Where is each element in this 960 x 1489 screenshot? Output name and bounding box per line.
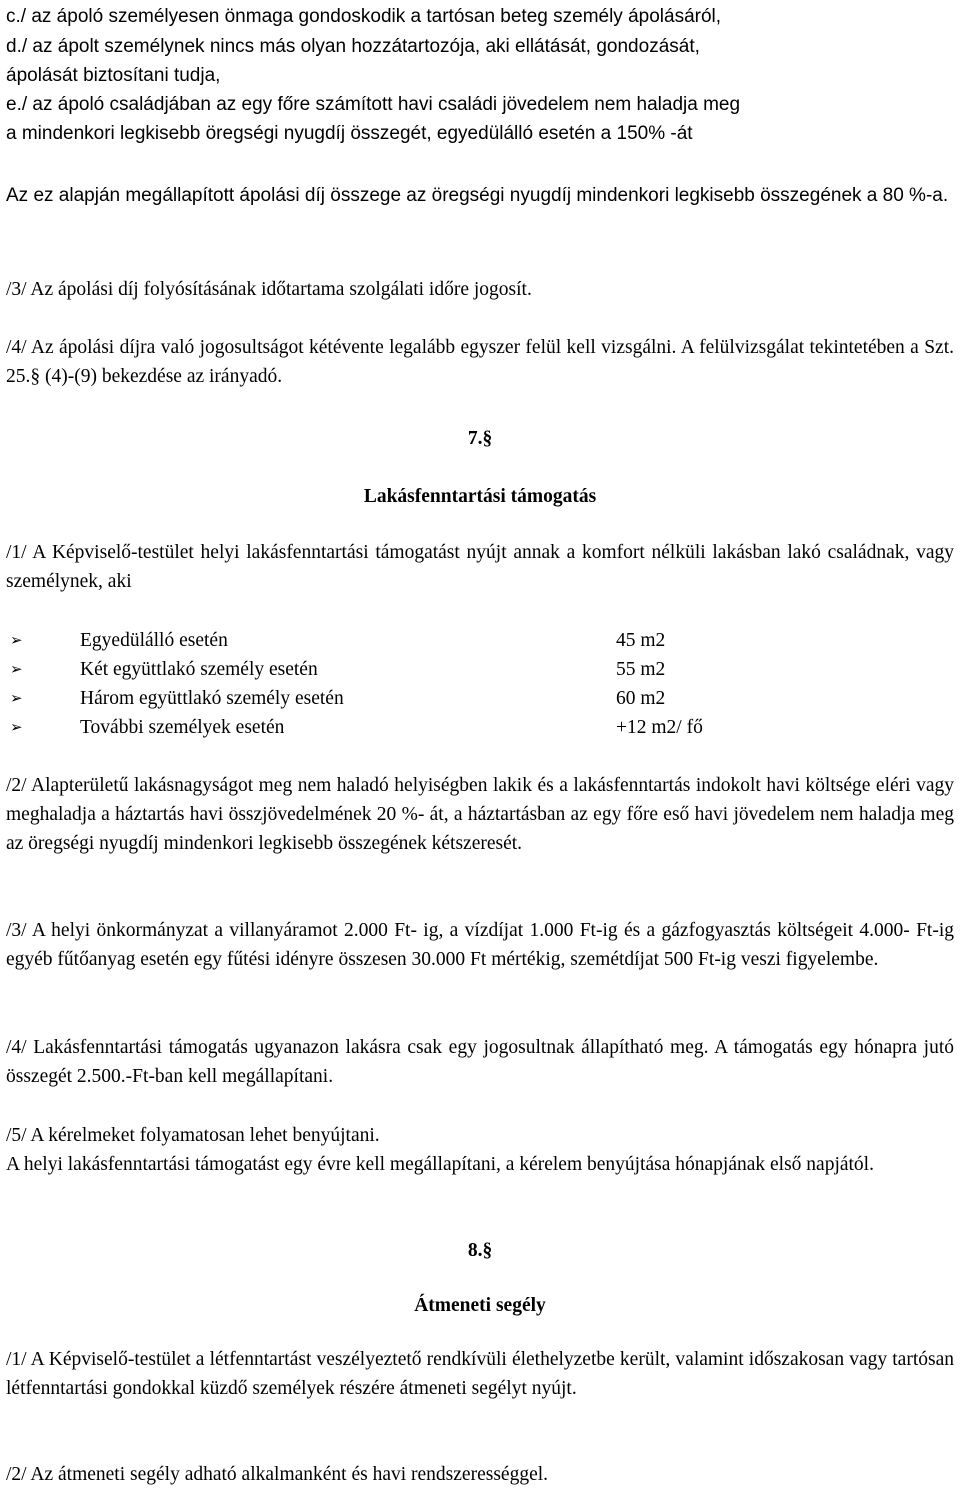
paragraph-4: /4/ Az ápolási díjra való jogosultságot kétévente legalább egyszer felül kell vizsgálni. A felülvizsgálat tekintetében a Szt. 25.§ (4)-(9) bekezdése az irányadó. xyxy=(6,337,954,387)
section-7-paragraph-5b: A helyi lakásfenntartási támogatást egy évre kell megállapítani, a kérelem benyújtása hónapjának első napjától. xyxy=(6,1154,874,1175)
item-e-line1: e./ az ápoló családjában az egy főre számított havi családi jövedelem nem haladja meg xyxy=(6,94,741,115)
list-item-label: Három együttlakó személy esetén xyxy=(80,688,344,709)
item-e-line2: a mindenkori legkisebb öregségi nyugdíj összegét, egyedülálló esetén a 150% -át xyxy=(6,123,693,144)
section-8-paragraph-1: /1/ A Képviselő-testület a létfenntartást veszélyeztető rendkívüli élethelyzetbe került, valamint időszakosan vagy tartósan létfenntartási gondokkal küzdő személyek részére átmeneti segélyt nyújt. xyxy=(6,1349,954,1399)
section-7-paragraph-1: /1/ A Képviselő-testület helyi lakásfenntartási támogatást nyújt annak a komfort nélküli lakásban lakó családnak, vagy személynek, aki xyxy=(6,542,954,592)
arrow-bullet-icon: ➢ xyxy=(10,718,23,736)
list-item-label: Két együttlakó személy esetén xyxy=(80,659,318,680)
section-8-paragraph-2: /2/ Az átmeneti segély adható alkalmanként és havi rendszerességgel. xyxy=(6,1464,549,1485)
list-item-value: 45 m2 xyxy=(616,630,666,651)
list-item-label: Egyedülálló esetén xyxy=(80,630,228,651)
item-d-line1: d./ az ápolt személynek nincs más olyan hozzátartozója, aki ellátását, gondozását, xyxy=(6,36,700,57)
section-7-paragraph-2: /2/ Alapterületű lakásnagyságot meg nem haladó helyiségben lakik és a lakásfenntartás indokolt havi költsége eléri vagy meghaladja a háztartás havi összjövedelmének 20 %- át, a háztartásban az egy főre eső havi jövedelem nem haladja meg az öregségi nyugdíj mindenkori legkisebb összegének kétszeresét. xyxy=(6,775,954,854)
list-item-value: 60 m2 xyxy=(616,688,666,709)
section-8-title: Átmeneti segély xyxy=(414,1295,546,1316)
list-item xyxy=(6,684,954,713)
list-item-value: +12 m2/ fő xyxy=(616,717,703,738)
arrow-bullet-icon: ➢ xyxy=(10,689,23,707)
area-list xyxy=(6,626,954,742)
arrow-bullet-icon: ➢ xyxy=(10,660,23,678)
section-8-number: 8.§ xyxy=(467,1240,493,1261)
item-c: c./ az ápoló személyesen önmaga gondoskodik a tartósan beteg személy ápolásáról, xyxy=(6,6,722,27)
list-item-value: 55 m2 xyxy=(616,659,666,680)
list-item xyxy=(6,713,954,742)
arrow-bullet-icon: ➢ xyxy=(10,631,23,649)
section-7-paragraph-3: /3/ A helyi önkormányzat a villanyáramot 2.000 Ft- ig, a vízdíjat 1.000 Ft-ig és a gázfogyasztás költségeit 4.000- Ft-ig egyéb fűtőanyag esetén egy fűtési idényre összesen 30.000 Ft mértékig, szemétdíjat 500 Ft-ig veszi figyelembe. xyxy=(6,920,954,970)
section-7-paragraph-4: /4/ Lakásfenntartási támogatás ugyanazon lakásra csak egy jogosultnak állapítható meg. A támogatás egy hónapra jutó összegét 2.500.-Ft-ban kell megállapítani. xyxy=(6,1037,954,1087)
apolasi-dij-osszeg: Az ez alapján megállapított ápolási díj összege az öregségi nyugdíj mindenkori legkisebb összegének a 80 %-a. xyxy=(6,185,949,206)
paragraph-3: /3/ Az ápolási díj folyósításának időtartama szolgálati időre jogosít. xyxy=(6,279,532,300)
section-7-title: Lakásfenntartási támogatás xyxy=(363,486,597,507)
section-7-paragraph-5a: /5/ A kérelmeket folyamatosan lehet benyújtani. xyxy=(6,1125,380,1146)
list-item-label: További személyek esetén xyxy=(80,717,285,738)
list-item xyxy=(6,626,954,655)
list-item xyxy=(6,655,954,684)
section-7-number: 7.§ xyxy=(467,428,493,449)
item-d-line2: ápolását biztosítani tudja, xyxy=(6,65,221,86)
